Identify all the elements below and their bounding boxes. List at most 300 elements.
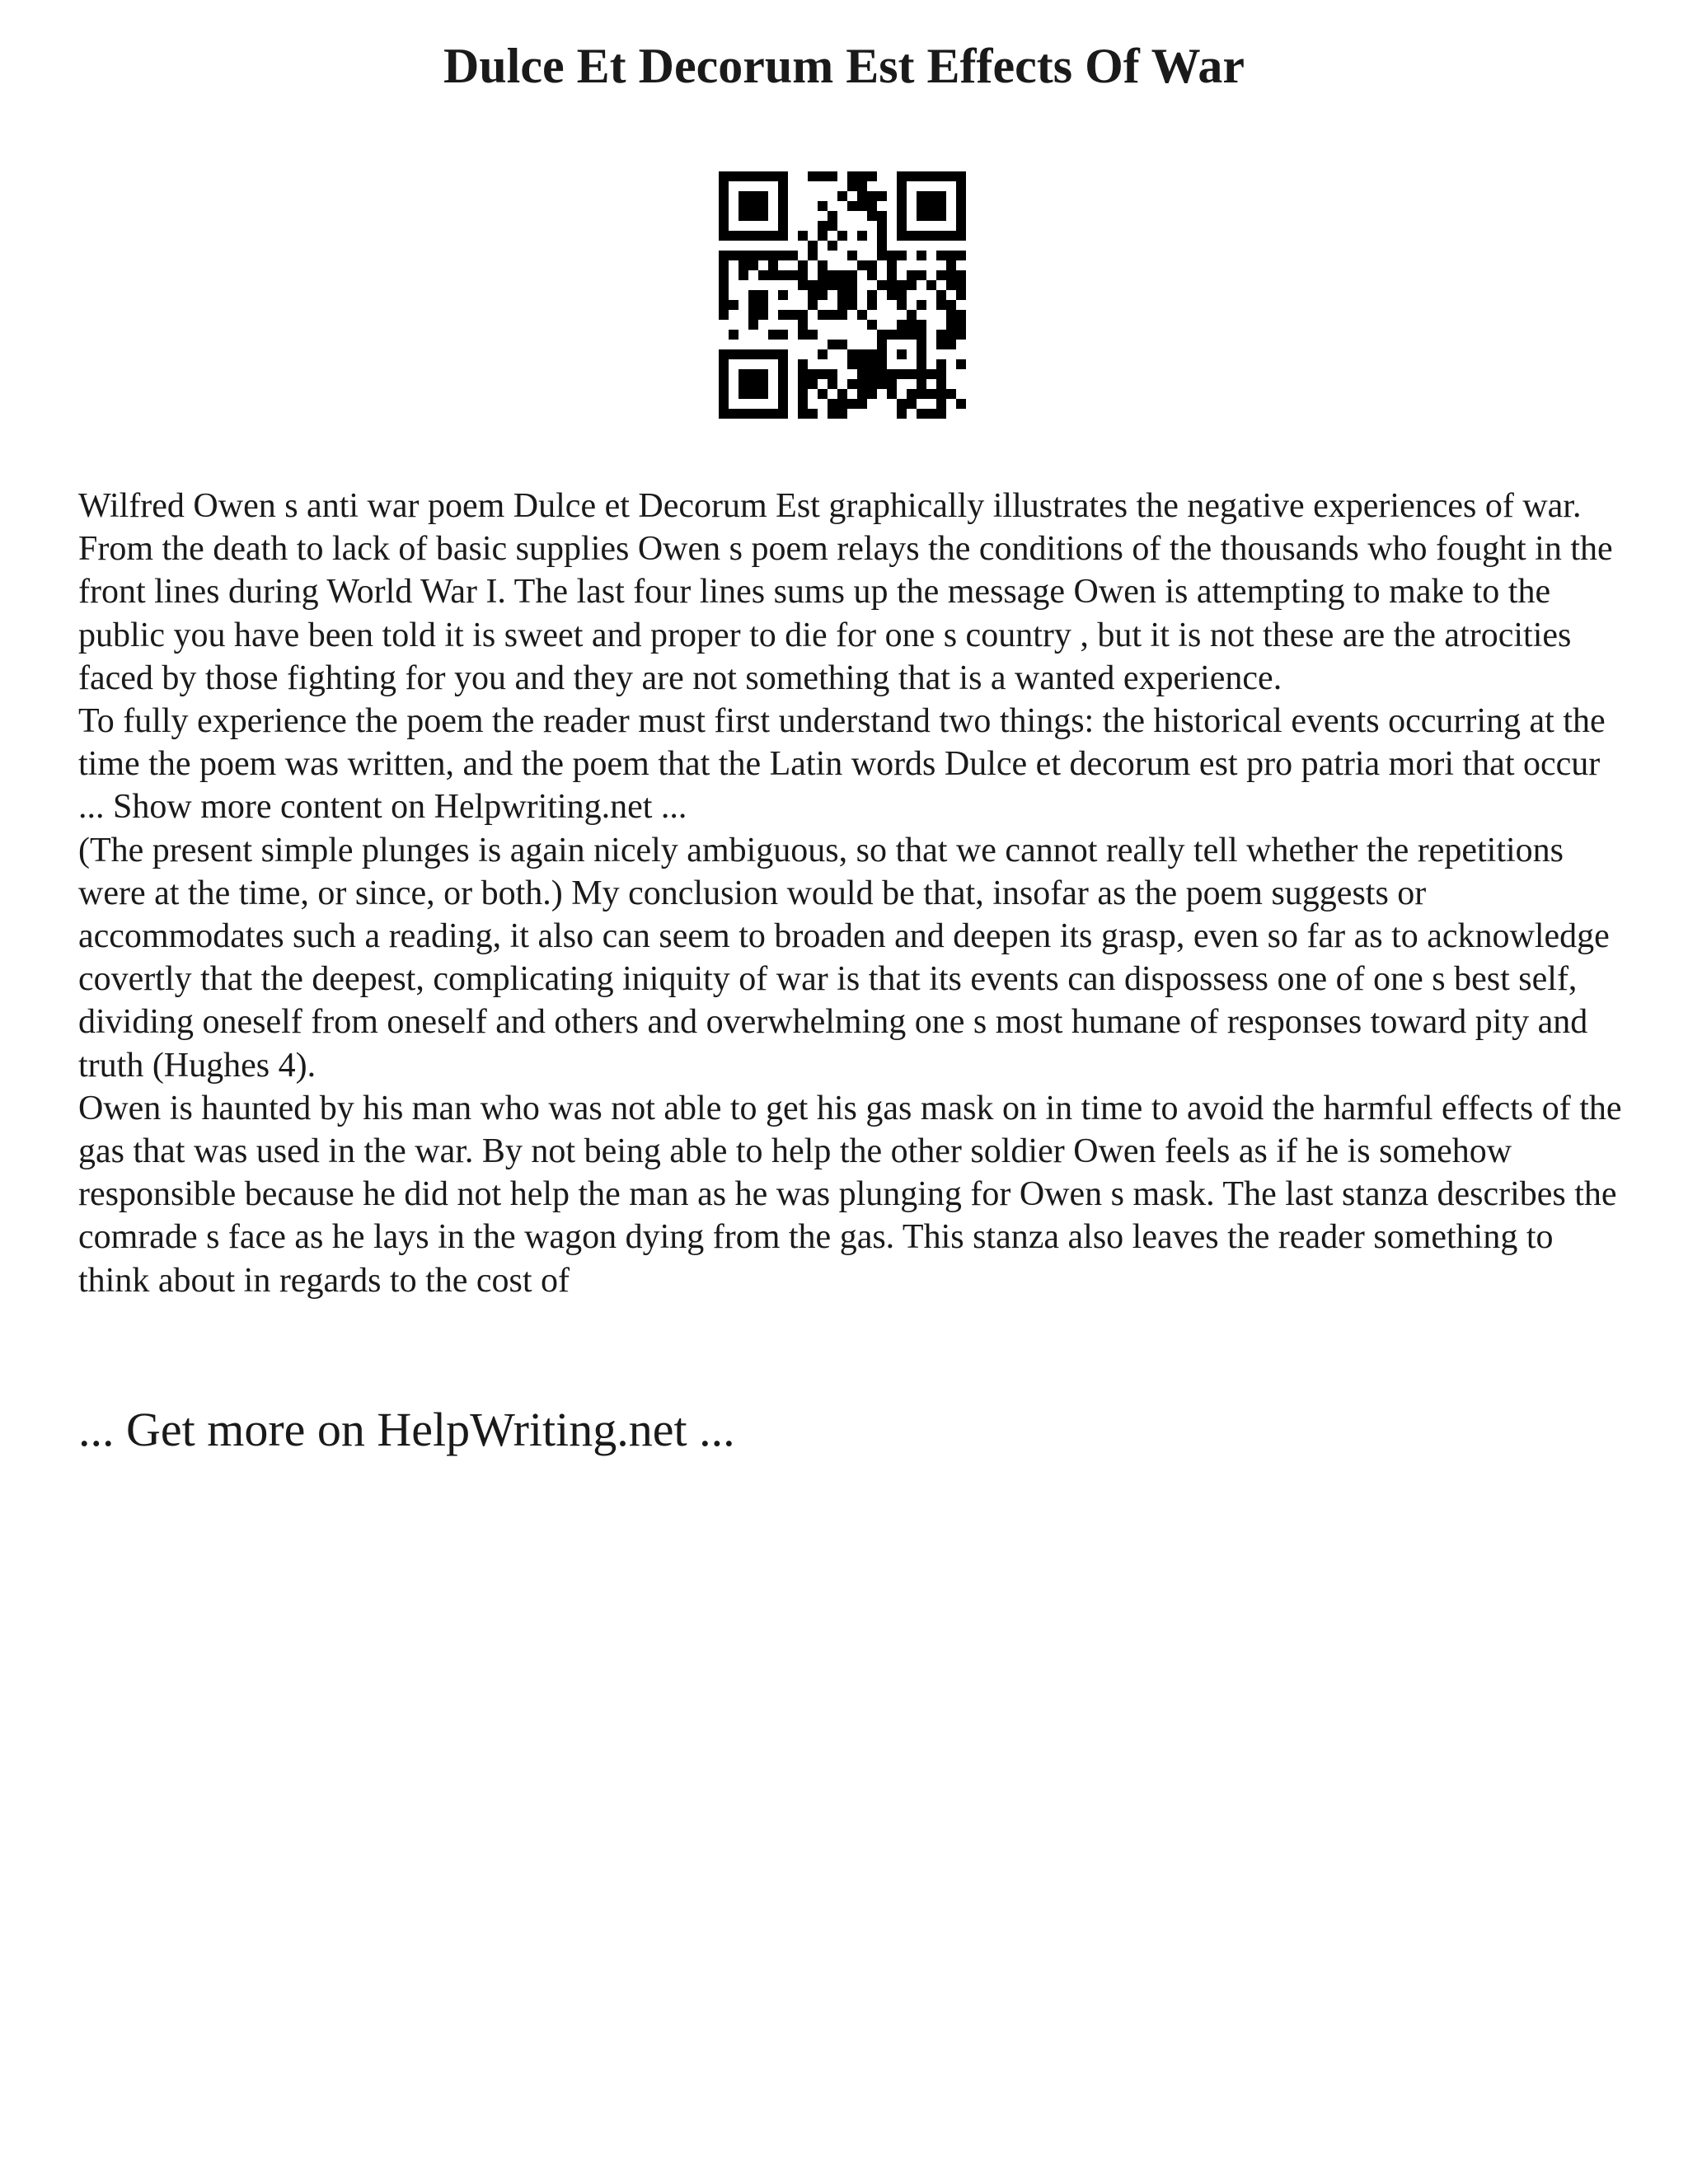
page-title: Dulce Et Decorum Est Effects Of War (443, 39, 1245, 93)
qr-module (917, 379, 926, 389)
qr-module (748, 260, 758, 270)
qr-module (837, 270, 847, 280)
qr-module (907, 310, 917, 320)
qr-module (867, 191, 877, 201)
qr-module (956, 310, 966, 320)
qr-module (738, 379, 748, 389)
qr-module (768, 330, 778, 340)
qr-module (877, 330, 887, 340)
qr-module (798, 270, 808, 280)
qr-module (828, 310, 837, 320)
qr-module (956, 330, 966, 340)
qr-module (758, 389, 768, 399)
qr-module (887, 270, 897, 280)
qr-module (758, 211, 768, 221)
qr-module (917, 330, 926, 340)
qr-module (768, 251, 778, 260)
qr-module (837, 409, 847, 419)
qr-module (808, 241, 818, 251)
qr-module (926, 231, 936, 241)
qr-module (719, 359, 729, 369)
qr-module (857, 399, 867, 409)
qr-module (907, 330, 917, 340)
qr-module (867, 349, 877, 359)
qr-module (778, 171, 788, 181)
qr-module (926, 211, 936, 221)
qr-module (778, 270, 788, 280)
qr-module (917, 201, 926, 211)
qr-module (857, 201, 867, 211)
qr-module (926, 389, 936, 399)
qr-module (956, 171, 966, 181)
qr-module (867, 260, 877, 270)
qr-module (946, 260, 956, 270)
qr-module (778, 389, 788, 399)
qr-module (946, 300, 956, 310)
qr-module (946, 320, 956, 330)
qr-module (946, 270, 956, 280)
qr-module (837, 399, 847, 409)
qr-module (808, 409, 818, 419)
qr-module (857, 379, 867, 389)
qr-module (877, 349, 887, 359)
qr-module (808, 369, 818, 379)
qr-module (748, 251, 758, 260)
qr-module (798, 359, 808, 369)
qr-module (748, 409, 758, 419)
qr-module (768, 171, 778, 181)
qr-module (887, 290, 897, 300)
qr-module (828, 270, 837, 280)
qr-module (936, 191, 946, 201)
qr-module (738, 231, 748, 241)
qr-module (719, 379, 729, 389)
qr-module (758, 379, 768, 389)
qr-module (867, 300, 877, 310)
qr-module (956, 201, 966, 211)
qr-module (758, 251, 768, 260)
qr-module (877, 251, 887, 260)
qr-module (847, 300, 857, 310)
qr-module (897, 320, 907, 330)
qr-module (778, 290, 788, 300)
qr-module (778, 201, 788, 211)
qr-module (738, 270, 748, 280)
qr-module (798, 260, 808, 270)
qr-module (778, 251, 788, 260)
qr-module (877, 340, 887, 349)
qr-module (758, 231, 768, 241)
qr-module (897, 221, 907, 231)
qr-module (738, 260, 748, 270)
qr-module (907, 280, 917, 290)
qr-module (719, 280, 729, 290)
qr-module (748, 191, 758, 201)
qr-module (837, 290, 847, 300)
qr-module (738, 349, 748, 359)
qr-module (956, 280, 966, 290)
qr-module (719, 399, 729, 409)
qr-module (798, 280, 808, 290)
qr-module (936, 369, 946, 379)
qr-module (877, 379, 887, 389)
qr-module (719, 201, 729, 211)
qr-module (897, 330, 907, 340)
qr-module (867, 379, 877, 389)
article-body (78, 485, 1628, 1302)
qr-module (748, 320, 758, 330)
qr-module (778, 409, 788, 419)
qr-module (748, 349, 758, 359)
qr-module (946, 340, 956, 349)
qr-module (907, 171, 917, 181)
qr-module (877, 359, 887, 369)
qr-module (748, 201, 758, 211)
qr-module (828, 369, 837, 379)
qr-module (768, 231, 778, 241)
qr-module (778, 399, 788, 409)
qr-module (897, 300, 907, 310)
qr-module (857, 389, 867, 399)
qr-module (729, 349, 738, 359)
qr-module (758, 201, 768, 211)
qr-module (818, 171, 828, 181)
qr-module (758, 310, 768, 320)
qr-module (729, 171, 738, 181)
qr-module (847, 251, 857, 260)
qr-module (936, 399, 946, 409)
qr-module (719, 211, 729, 221)
qr-module (738, 389, 748, 399)
qr-module (719, 349, 729, 359)
qr-module (738, 211, 748, 221)
qr-module (768, 409, 778, 419)
qr-module (748, 211, 758, 221)
qr-module (738, 251, 748, 260)
paragraph-4: Owen is haunted by his man who was not able to get his gas mask on in time to avoid the harmful effects of the gas that was used in the war. By not being able to help the other soldier Owen feels as if he is somehow responsible because he did not help the man as he was plunging for Owen s mask. The last stanza describes the comrade s face as he lays in the wagon dying from the gas. This stanza also leaves the reader something to think about in regards to the cost of (78, 1089, 1622, 1300)
qr-module (847, 349, 857, 359)
qr-module (926, 369, 936, 379)
qr-module (719, 369, 729, 379)
qr-module (748, 379, 758, 389)
qr-module (926, 409, 936, 419)
qr-module (956, 270, 966, 280)
qr-module (798, 310, 808, 320)
qr-module (857, 349, 867, 359)
qr-module (946, 389, 956, 399)
qr-module (818, 349, 828, 359)
qr-module (719, 389, 729, 399)
qr-code-icon (719, 171, 966, 419)
qr-module (946, 231, 956, 241)
qr-module (917, 211, 926, 221)
qr-module (877, 231, 887, 241)
qr-module (857, 231, 867, 241)
qr-module (857, 260, 867, 270)
qr-module (818, 260, 828, 270)
qr-module (956, 399, 966, 409)
qr-module (946, 310, 956, 320)
qr-module (818, 369, 828, 379)
qr-module (936, 409, 946, 419)
qr-module (936, 330, 946, 340)
qr-module (719, 231, 729, 241)
qr-module (936, 211, 946, 221)
qr-module (857, 359, 867, 369)
qr-module (897, 369, 907, 379)
qr-module (808, 251, 818, 260)
qr-module (847, 379, 857, 389)
qr-module (808, 290, 818, 300)
qr-module (837, 389, 847, 399)
qr-module (828, 221, 837, 231)
qr-module (828, 241, 837, 251)
qr-module (897, 409, 907, 419)
qr-module (847, 399, 857, 409)
qr-module (798, 231, 808, 241)
qr-module (936, 379, 946, 389)
qr-module (926, 191, 936, 201)
qr-module (758, 171, 768, 181)
qr-module (956, 251, 966, 260)
qr-module (917, 270, 926, 280)
qr-module (837, 310, 847, 320)
qr-module (936, 389, 946, 399)
paragraph-3: (The present simple plunges is again nicely ambiguous, so that we cannot really tell whether the repetitions were at the time, or since, or both.) My conclusion would be that, insofar as the poem suggests or accommodates such a reading, it also can seem to broaden and deepen its grasp, even so far as to acknowledge covertly that the deepest, complicating iniquity of war is that its events can dispossess one of one s best self, dividing oneself from oneself and others and overwhelming one s most humane of responses toward pity and truth (Hughes 4). (78, 831, 1610, 1085)
qr-module (798, 369, 808, 379)
qr-module (946, 280, 956, 290)
qr-module (808, 330, 818, 340)
qr-module (808, 280, 818, 290)
qr-module (719, 270, 729, 280)
qr-module (738, 201, 748, 211)
qr-module (828, 409, 837, 419)
qr-module (748, 231, 758, 241)
qr-module (897, 280, 907, 290)
qr-module (738, 369, 748, 379)
qr-module (867, 171, 877, 181)
qr-module (917, 349, 926, 359)
qr-module (778, 330, 788, 340)
qr-module (867, 270, 877, 280)
qr-module (818, 280, 828, 290)
qr-module (887, 330, 897, 340)
qr-module (758, 349, 768, 359)
qr-module (719, 409, 729, 419)
qr-module (936, 231, 946, 241)
qr-module (818, 290, 828, 300)
qr-module (837, 191, 847, 201)
qr-module (768, 349, 778, 359)
qr-module (837, 280, 847, 290)
qr-module (946, 330, 956, 340)
qr-module (936, 171, 946, 181)
qr-module (738, 171, 748, 181)
qr-module (926, 171, 936, 181)
qr-module (778, 359, 788, 369)
qr-module (857, 191, 867, 201)
qr-module (798, 330, 808, 340)
qr-module (788, 270, 798, 280)
qr-module (917, 340, 926, 349)
qr-module (867, 201, 877, 211)
qr-module (917, 409, 926, 419)
qr-module (917, 171, 926, 181)
qr-module (946, 171, 956, 181)
qr-module (847, 359, 857, 369)
qr-module (847, 201, 857, 211)
qr-module (729, 409, 738, 419)
qr-module (758, 270, 768, 280)
qr-module (758, 290, 768, 300)
qr-module (897, 290, 907, 300)
qr-module (936, 201, 946, 211)
qr-module (897, 201, 907, 211)
qr-module (956, 181, 966, 191)
qr-module (917, 359, 926, 369)
qr-module (798, 409, 808, 419)
qr-module (877, 369, 887, 379)
qr-module (857, 310, 867, 320)
qr-module (778, 191, 788, 201)
qr-module (917, 369, 926, 379)
get-more-link[interactable]: ... Get more on HelpWriting.net ... (78, 1403, 735, 1456)
qr-module (867, 369, 877, 379)
qr-module (897, 171, 907, 181)
qr-module (828, 340, 837, 349)
qr-module (956, 221, 966, 231)
qr-module (897, 181, 907, 191)
qr-module (768, 270, 778, 280)
qr-module (897, 191, 907, 201)
qr-module (719, 300, 729, 310)
qr-module (808, 300, 818, 310)
qr-module (719, 290, 729, 300)
qr-module (917, 231, 926, 241)
qr-module (719, 221, 729, 231)
qr-module (897, 231, 907, 241)
qr-module (778, 379, 788, 389)
qr-module (897, 211, 907, 221)
paragraph-2: To fully experience the poem the reader must first understand two things: the historical events occurring at the time the poem was written, and the poem that the Latin words Dulce et decorum est pro patria mori that occur ... Show more content on Helpwriting.net ... (78, 702, 1606, 827)
qr-module (808, 379, 818, 389)
qr-module (818, 310, 828, 320)
qr-module (877, 191, 887, 201)
qr-module (738, 191, 748, 201)
qr-module (897, 349, 907, 359)
qr-module (748, 310, 758, 320)
qr-module (887, 369, 897, 379)
qr-module (956, 231, 966, 241)
qr-module (956, 290, 966, 300)
qr-module (956, 320, 966, 330)
qr-module (748, 171, 758, 181)
qr-module (907, 320, 917, 330)
qr-module (798, 379, 808, 389)
qr-module (847, 181, 857, 191)
qr-module (936, 340, 946, 349)
qr-module (907, 389, 917, 399)
qr-module (768, 260, 778, 270)
qr-module (729, 300, 738, 310)
qr-module (818, 221, 828, 231)
qr-module (748, 290, 758, 300)
qr-module (907, 399, 917, 409)
qr-module (828, 379, 837, 389)
qr-module (778, 181, 788, 191)
qr-module (877, 221, 887, 231)
qr-module (798, 389, 808, 399)
qr-module (867, 320, 877, 330)
qr-module (847, 280, 857, 290)
qr-module (758, 191, 768, 201)
qr-module (808, 171, 818, 181)
qr-module (867, 211, 877, 221)
qr-module (758, 409, 768, 419)
qr-module (818, 270, 828, 280)
qr-module (828, 171, 837, 181)
qr-module (847, 290, 857, 300)
qr-module (729, 231, 738, 241)
qr-module (917, 300, 926, 310)
qr-module (778, 310, 788, 320)
qr-module (917, 389, 926, 399)
qr-module (719, 260, 729, 270)
qr-module (798, 399, 808, 409)
qr-module (877, 280, 887, 290)
qr-module (867, 389, 877, 399)
qr-module (837, 231, 847, 241)
qr-module (887, 389, 897, 399)
qr-module (887, 379, 897, 389)
qr-module (847, 270, 857, 280)
qr-module (946, 251, 956, 260)
qr-module (897, 399, 907, 409)
qr-module (798, 320, 808, 330)
qr-module (719, 171, 729, 181)
qr-module (936, 290, 946, 300)
qr-module (956, 211, 966, 221)
qr-module (748, 389, 758, 399)
qr-module (818, 231, 828, 241)
qr-module (738, 409, 748, 419)
qr-module (828, 211, 837, 221)
qr-module (818, 389, 828, 399)
qr-module (917, 191, 926, 201)
qr-module (857, 171, 867, 181)
qr-module (877, 211, 887, 221)
qr-module (936, 300, 946, 310)
qr-module (857, 369, 867, 379)
qr-module (729, 251, 738, 260)
qr-module (837, 300, 847, 310)
paragraph-1: Wilfred Owen s anti war poem Dulce et Decorum Est graphically illustrates the negative experiences of war. From the death to lack of basic supplies Owen s poem relays the conditions of the thousands who fought in the front lines during World War I. The last four lines sums up the message Owen is attempting to make to the public you have been told it is sweet and proper to die for one s country , but it is not these are the atrocities faced by those fighting for you and they are not something that is a wanted experience. (78, 487, 1613, 697)
qr-module (956, 359, 966, 369)
qr-module (887, 280, 897, 290)
qr-module (936, 359, 946, 369)
qr-module (719, 310, 729, 320)
qr-module (897, 251, 907, 260)
qr-module (867, 359, 877, 369)
qr-module (887, 251, 897, 260)
qr-module (926, 280, 936, 290)
qr-module (778, 231, 788, 241)
qr-module (828, 399, 837, 409)
qr-module (877, 241, 887, 251)
qr-module (847, 171, 857, 181)
qr-module (917, 320, 926, 330)
qr-module (837, 340, 847, 349)
